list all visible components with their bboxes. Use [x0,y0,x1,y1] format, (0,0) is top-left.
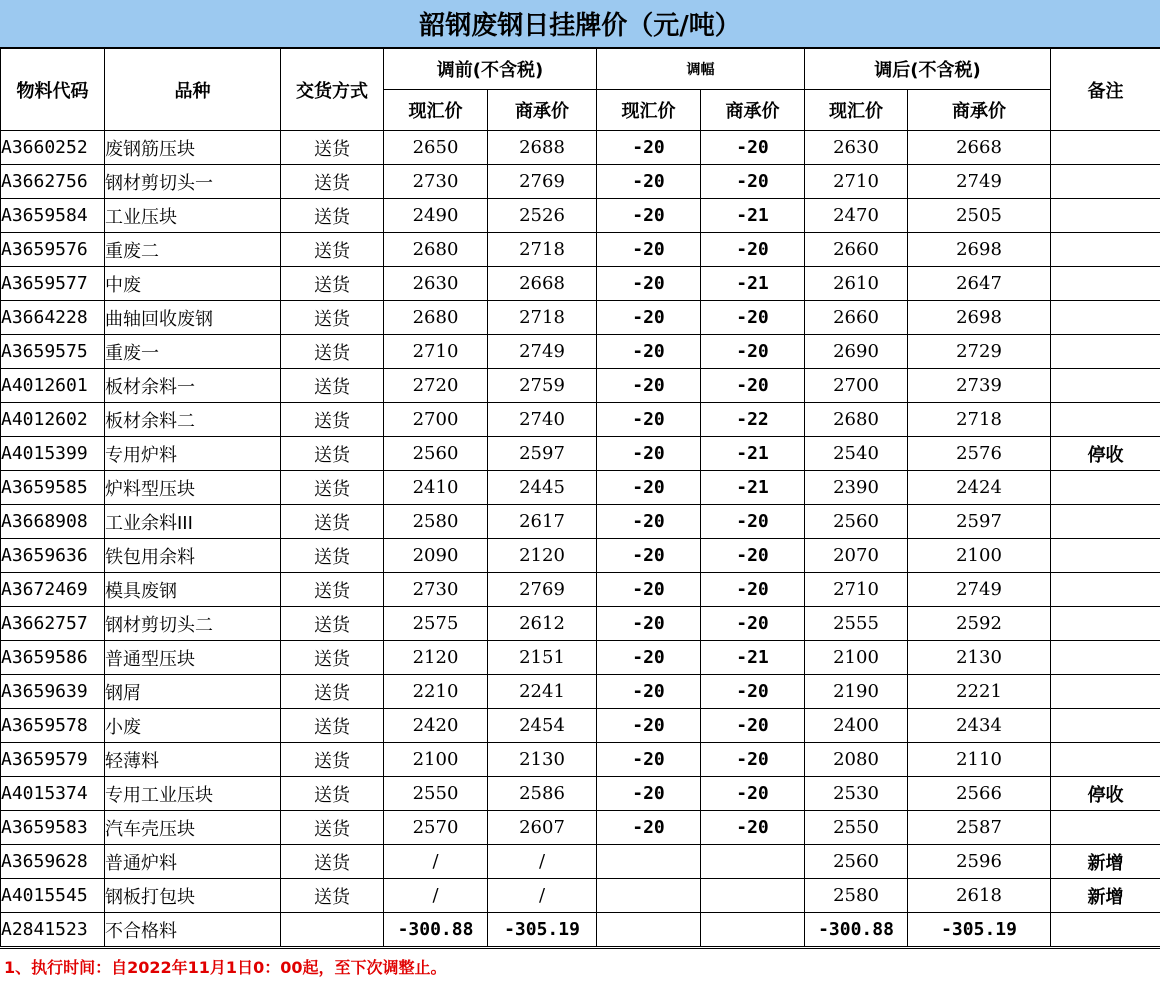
delivery-cell: 送货 [281,301,384,335]
before-cash-cell: 2100 [384,743,488,777]
before-acceptance-cell: 2617 [488,505,597,539]
after-acceptance-cell: 2698 [908,301,1051,335]
delivery-cell: 送货 [281,675,384,709]
delivery-cell: 送货 [281,743,384,777]
before-acceptance-cell: 2597 [488,437,597,471]
before-acceptance-cell: 2526 [488,199,597,233]
before-cash-cell: 2730 [384,165,488,199]
header-after-cash: 现汇价 [805,90,908,131]
before-acceptance-cell: 2130 [488,743,597,777]
after-acceptance-cell: 2110 [908,743,1051,777]
table-row [1,641,1160,675]
delivery-cell: 送货 [281,811,384,845]
material-code-cell: A3660252 [1,131,105,165]
table-row [1,301,1160,335]
adjust-acceptance-cell: -20 [701,301,805,335]
adjust-acceptance-cell: -20 [701,675,805,709]
adjust-acceptance-cell: -20 [701,743,805,777]
table-row [1,879,1160,913]
after-cash-cell: 2400 [805,709,908,743]
before-cash-cell: 2680 [384,233,488,267]
variety-cell: 重废二 [105,233,281,267]
header-variety: 品种 [105,49,281,131]
variety-cell: 炉料型压块 [105,471,281,505]
after-cash-cell: 2700 [805,369,908,403]
material-code-cell: A3672469 [1,573,105,607]
adjust-cash-cell: -20 [597,777,701,811]
before-cash-cell: -300.88 [384,913,488,947]
material-code-cell: A3659586 [1,641,105,675]
variety-cell: 重废一 [105,335,281,369]
after-cash-cell: 2610 [805,267,908,301]
material-code-cell: A3659577 [1,267,105,301]
before-acceptance-cell: 2151 [488,641,597,675]
after-cash-cell: 2540 [805,437,908,471]
footnote: 1、执行时间：自2022年11月1日0：00起，至下次调整止。 [0,948,1160,983]
before-cash-cell: 2560 [384,437,488,471]
adjust-acceptance-cell: -20 [701,335,805,369]
delivery-cell: 送货 [281,403,384,437]
table-row [1,267,1160,301]
after-cash-cell: 2470 [805,199,908,233]
header-adjust: 调幅 [597,49,805,90]
note-cell [1051,811,1160,845]
delivery-cell: 送货 [281,165,384,199]
before-acceptance-cell: 2769 [488,165,597,199]
variety-cell: 轻薄料 [105,743,281,777]
after-acceptance-cell: 2592 [908,607,1051,641]
table-row [1,505,1160,539]
header-code: 物料代码 [1,49,105,131]
adjust-cash-cell: -20 [597,505,701,539]
before-cash-cell: 2210 [384,675,488,709]
price-table [0,48,1160,947]
header-before-cash: 现汇价 [384,90,488,131]
adjust-cash-cell: -20 [597,131,701,165]
variety-cell: 普通炉料 [105,845,281,879]
after-acceptance-cell: 2424 [908,471,1051,505]
note-cell [1051,641,1160,675]
delivery-cell: 送货 [281,335,384,369]
before-acceptance-cell: 2445 [488,471,597,505]
variety-cell: 钢材剪切头一 [105,165,281,199]
adjust-acceptance-cell: -21 [701,471,805,505]
variety-cell: 中废 [105,267,281,301]
before-cash-cell: 2730 [384,573,488,607]
after-acceptance-cell: 2505 [908,199,1051,233]
header-delivery: 交货方式 [281,49,384,131]
variety-cell: 曲轴回收废钢 [105,301,281,335]
table-row [1,811,1160,845]
before-acceptance-cell: 2688 [488,131,597,165]
adjust-cash-cell: -20 [597,539,701,573]
note-cell [1051,607,1160,641]
note-cell [1051,573,1160,607]
before-cash-cell: 2490 [384,199,488,233]
note-cell [1051,165,1160,199]
variety-cell: 模具废钢 [105,573,281,607]
before-acceptance-cell: 2759 [488,369,597,403]
after-acceptance-cell: 2739 [908,369,1051,403]
adjust-cash-cell [597,845,701,879]
delivery-cell: 送货 [281,199,384,233]
material-code-cell: A3662756 [1,165,105,199]
after-acceptance-cell: 2718 [908,403,1051,437]
before-acceptance-cell: -305.19 [488,913,597,947]
after-acceptance-cell: 2596 [908,845,1051,879]
table-row [1,777,1160,811]
adjust-acceptance-cell: -20 [701,165,805,199]
before-acceptance-cell: 2749 [488,335,597,369]
header-after: 调后(不含税) [805,49,1051,90]
table-row [1,369,1160,403]
note-cell [1051,199,1160,233]
after-acceptance-cell: 2618 [908,879,1051,913]
before-cash-cell: 2680 [384,301,488,335]
material-code-cell: A4015545 [1,879,105,913]
after-cash-cell: 2710 [805,165,908,199]
table-row [1,845,1160,879]
material-code-cell: A4012602 [1,403,105,437]
before-acceptance-cell: 2769 [488,573,597,607]
adjust-cash-cell: -20 [597,199,701,233]
before-cash-cell: / [384,845,488,879]
delivery-cell: 送货 [281,505,384,539]
after-acceptance-cell: 2749 [908,573,1051,607]
adjust-acceptance-cell [701,879,805,913]
variety-cell: 专用工业压块 [105,777,281,811]
after-cash-cell: 2530 [805,777,908,811]
note-cell [1051,335,1160,369]
adjust-cash-cell: -20 [597,403,701,437]
note-cell [1051,709,1160,743]
after-cash-cell: 2660 [805,301,908,335]
delivery-cell: 送货 [281,641,384,675]
after-cash-cell: 2660 [805,233,908,267]
variety-cell: 小废 [105,709,281,743]
adjust-cash-cell: -20 [597,335,701,369]
adjust-cash-cell: -20 [597,165,701,199]
header-adjust-acceptance: 商承价 [701,90,805,131]
after-cash-cell: 2630 [805,131,908,165]
adjust-cash-cell: -20 [597,607,701,641]
material-code-cell: A4015399 [1,437,105,471]
after-acceptance-cell: 2566 [908,777,1051,811]
note-cell [1051,675,1160,709]
table-row [1,335,1160,369]
table-row [1,233,1160,267]
before-cash-cell: 2650 [384,131,488,165]
before-cash-cell: 2700 [384,403,488,437]
material-code-cell: A4015374 [1,777,105,811]
adjust-cash-cell: -20 [597,267,701,301]
sheet-title: 韶钢废钢日挂牌价（元/吨） [0,0,1160,48]
variety-cell: 板材余料一 [105,369,281,403]
adjust-cash-cell [597,879,701,913]
adjust-cash-cell: -20 [597,301,701,335]
before-acceptance-cell: 2120 [488,539,597,573]
after-acceptance-cell: -305.19 [908,913,1051,947]
adjust-acceptance-cell: -20 [701,709,805,743]
variety-cell: 工业余料III [105,505,281,539]
material-code-cell: A3662757 [1,607,105,641]
variety-cell: 专用炉料 [105,437,281,471]
after-acceptance-cell: 2647 [908,267,1051,301]
before-cash-cell: / [384,879,488,913]
variety-cell: 铁包用余料 [105,539,281,573]
table-row [1,471,1160,505]
before-cash-cell: 2410 [384,471,488,505]
before-acceptance-cell: 2718 [488,301,597,335]
after-acceptance-cell: 2698 [908,233,1051,267]
note-cell [1051,743,1160,777]
before-acceptance-cell: 2454 [488,709,597,743]
after-cash-cell: 2580 [805,879,908,913]
before-acceptance-cell: 2607 [488,811,597,845]
material-code-cell: A3659583 [1,811,105,845]
delivery-cell: 送货 [281,471,384,505]
material-code-cell: A3659579 [1,743,105,777]
material-code-cell: A3659575 [1,335,105,369]
note-cell: 新增 [1051,845,1160,879]
adjust-acceptance-cell: -20 [701,131,805,165]
variety-cell: 汽车壳压块 [105,811,281,845]
before-cash-cell: 2120 [384,641,488,675]
delivery-cell: 送货 [281,437,384,471]
note-cell [1051,131,1160,165]
adjust-cash-cell: -20 [597,743,701,777]
header-before: 调前(不含税) [384,49,597,90]
note-cell [1051,539,1160,573]
material-code-cell: A3664228 [1,301,105,335]
note-cell [1051,471,1160,505]
variety-cell: 钢材剪切头二 [105,607,281,641]
after-acceptance-cell: 2100 [908,539,1051,573]
after-acceptance-cell: 2434 [908,709,1051,743]
note-cell [1051,267,1160,301]
delivery-cell: 送货 [281,369,384,403]
after-acceptance-cell: 2597 [908,505,1051,539]
before-cash-cell: 2420 [384,709,488,743]
after-cash-cell: 2100 [805,641,908,675]
delivery-cell: 送货 [281,539,384,573]
before-cash-cell: 2720 [384,369,488,403]
adjust-acceptance-cell: -20 [701,505,805,539]
table-row [1,131,1160,165]
variety-cell: 废钢筋压块 [105,131,281,165]
table-row [1,437,1160,471]
after-acceptance-cell: 2729 [908,335,1051,369]
material-code-cell: A3659636 [1,539,105,573]
material-code-cell: A3659585 [1,471,105,505]
before-cash-cell: 2630 [384,267,488,301]
after-acceptance-cell: 2576 [908,437,1051,471]
after-acceptance-cell: 2587 [908,811,1051,845]
adjust-cash-cell [597,913,701,947]
adjust-acceptance-cell: -21 [701,267,805,301]
delivery-cell: 送货 [281,709,384,743]
adjust-acceptance-cell: -21 [701,437,805,471]
adjust-cash-cell: -20 [597,709,701,743]
after-cash-cell: 2070 [805,539,908,573]
before-cash-cell: 2580 [384,505,488,539]
delivery-cell [281,913,384,947]
after-cash-cell: 2680 [805,403,908,437]
before-acceptance-cell: 2612 [488,607,597,641]
material-code-cell: A3668908 [1,505,105,539]
note-cell: 新增 [1051,879,1160,913]
variety-cell: 板材余料二 [105,403,281,437]
variety-cell: 工业压块 [105,199,281,233]
delivery-cell: 送货 [281,131,384,165]
after-cash-cell: 2560 [805,845,908,879]
delivery-cell: 送货 [281,845,384,879]
table-row [1,913,1160,947]
before-acceptance-cell: 2586 [488,777,597,811]
table-row [1,709,1160,743]
before-cash-cell: 2570 [384,811,488,845]
header-adjust-cash: 现汇价 [597,90,701,131]
variety-cell: 不合格料 [105,913,281,947]
adjust-cash-cell: -20 [597,233,701,267]
delivery-cell: 送货 [281,267,384,301]
adjust-acceptance-cell: -21 [701,641,805,675]
adjust-cash-cell: -20 [597,641,701,675]
adjust-acceptance-cell: -20 [701,539,805,573]
note-cell [1051,913,1160,947]
delivery-cell: 送货 [281,777,384,811]
after-cash-cell: 2560 [805,505,908,539]
after-cash-cell: 2390 [805,471,908,505]
material-code-cell: A4012601 [1,369,105,403]
adjust-acceptance-cell: -20 [701,811,805,845]
after-acceptance-cell: 2130 [908,641,1051,675]
table-row [1,743,1160,777]
table-row [1,165,1160,199]
table-row [1,403,1160,437]
header-before-acceptance: 商承价 [488,90,597,131]
table-row [1,539,1160,573]
adjust-cash-cell: -20 [597,811,701,845]
after-cash-cell: 2080 [805,743,908,777]
after-acceptance-cell: 2749 [908,165,1051,199]
note-cell [1051,505,1160,539]
adjust-cash-cell: -20 [597,437,701,471]
before-cash-cell: 2090 [384,539,488,573]
delivery-cell: 送货 [281,573,384,607]
before-cash-cell: 2575 [384,607,488,641]
after-cash-cell: -300.88 [805,913,908,947]
material-code-cell: A3659576 [1,233,105,267]
variety-cell: 普通型压块 [105,641,281,675]
adjust-acceptance-cell: -20 [701,369,805,403]
adjust-acceptance-cell: -20 [701,573,805,607]
variety-cell: 钢屑 [105,675,281,709]
table-row [1,199,1160,233]
adjust-cash-cell: -20 [597,369,701,403]
table-row [1,607,1160,641]
table-body [1,131,1160,947]
after-cash-cell: 2550 [805,811,908,845]
table-row [1,573,1160,607]
adjust-acceptance-cell: -22 [701,403,805,437]
before-acceptance-cell: 2718 [488,233,597,267]
note-cell: 停收 [1051,437,1160,471]
note-cell: 停收 [1051,777,1160,811]
material-code-cell: A3659578 [1,709,105,743]
after-acceptance-cell: 2668 [908,131,1051,165]
adjust-acceptance-cell [701,913,805,947]
note-cell [1051,369,1160,403]
header-after-acceptance: 商承价 [908,90,1051,131]
delivery-cell: 送货 [281,233,384,267]
after-acceptance-cell: 2221 [908,675,1051,709]
before-acceptance-cell: 2740 [488,403,597,437]
adjust-acceptance-cell [701,845,805,879]
after-cash-cell: 2690 [805,335,908,369]
before-acceptance-cell: 2241 [488,675,597,709]
header-note: 备注 [1051,49,1160,131]
material-code-cell: A3659639 [1,675,105,709]
adjust-acceptance-cell: -21 [701,199,805,233]
note-cell [1051,301,1160,335]
before-acceptance-cell: / [488,845,597,879]
before-cash-cell: 2550 [384,777,488,811]
before-cash-cell: 2710 [384,335,488,369]
adjust-cash-cell: -20 [597,675,701,709]
adjust-acceptance-cell: -20 [701,777,805,811]
material-code-cell: A3659584 [1,199,105,233]
note-cell [1051,233,1160,267]
before-acceptance-cell: 2668 [488,267,597,301]
adjust-cash-cell: -20 [597,573,701,607]
adjust-acceptance-cell: -20 [701,233,805,267]
delivery-cell: 送货 [281,607,384,641]
after-cash-cell: 2190 [805,675,908,709]
after-cash-cell: 2555 [805,607,908,641]
after-cash-cell: 2710 [805,573,908,607]
table-row [1,675,1160,709]
material-code-cell: A2841523 [1,913,105,947]
before-acceptance-cell: / [488,879,597,913]
material-code-cell: A3659628 [1,845,105,879]
adjust-acceptance-cell: -20 [701,607,805,641]
adjust-cash-cell: -20 [597,471,701,505]
variety-cell: 钢板打包块 [105,879,281,913]
note-cell [1051,403,1160,437]
delivery-cell: 送货 [281,879,384,913]
